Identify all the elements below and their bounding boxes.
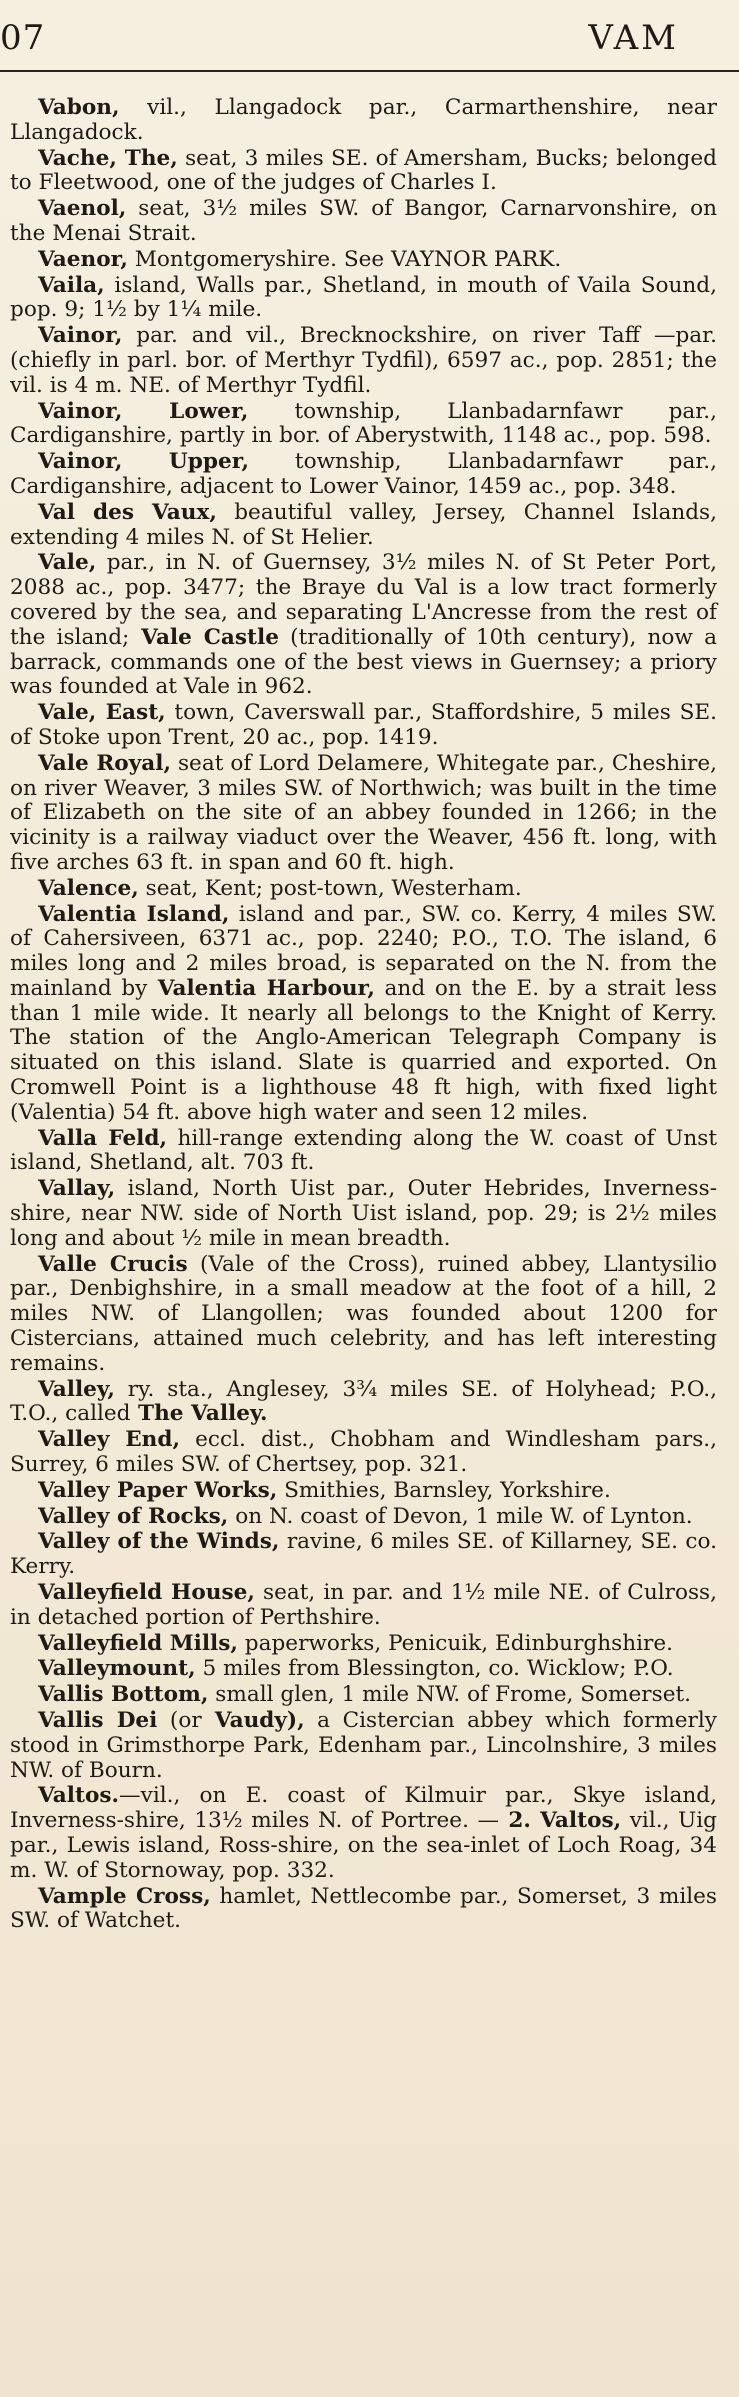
entry-text: (traditionally of 10th century), now a barrack, commands one of the best views in Guernsey; a priory was founded at Vale in 962.	[10, 624, 717, 700]
running-head: VAM	[588, 18, 679, 58]
entry-text: vil., Uig par., Lewis island, Ross-shire, on the sea-inlet of Loch Roag, 34 m. W. of Stornoway, pop. 332.	[10, 1808, 717, 1883]
gazetteer-entry	[10, 1709, 717, 1783]
page-number: 07	[0, 18, 46, 58]
entry-text: and on the E. by a strait less than 1 mile wide. It nearly all belongs to the Knight of Kerry. The station of the Anglo-American Telegraph Company is situated on this island. Slate is quarried and exported. On Cromwell Point is a lighthouse 48 ft high, with fixed light (Valentia) 54 ft. above high water and seen 12 miles.	[10, 975, 718, 1125]
entry-text: island and par., SW. co. Kerry, 4 miles SW. of Cahersiveen, 6371 ac., pop. 2240; P.O., T.O. The island, 6 miles long and 2 miles broad, is separated on the N. from the mainland by	[10, 901, 717, 1001]
gazetteer-entry	[10, 324, 717, 398]
entry-text: par. and vil., Brecknockshire, on river Taff —par. (chiefly in parl. bor. of Merthyr Tydfil), 6597 ac., pop. 2851; the vil. is 4 m. NE. of Merthyr Tydfil.	[10, 323, 717, 398]
gazetteer-entry	[10, 450, 717, 500]
entry-headword: Valle Crucis	[38, 1251, 188, 1277]
entry-headword: Valley Paper Works,	[38, 1477, 278, 1503]
gazetteer-entry	[10, 877, 717, 902]
entry-text: hamlet, Nettlecombe par., Somerset, 3 miles SW. of Watchet.	[10, 1883, 718, 1934]
entry-text: island, Walls par., Shetland, in mouth of Vaila Sound, pop. 9; 1½ by 1¼ mile.	[10, 272, 717, 323]
gazetteer-entry	[10, 1632, 717, 1657]
gazetteer-entry	[10, 248, 717, 273]
entry-headword: Valla Feld,	[38, 1125, 168, 1151]
gazetteer-entry	[10, 1657, 717, 1682]
entry-headword: Vample Cross,	[38, 1883, 211, 1909]
gazetteer-entry	[10, 1428, 717, 1478]
entry-text: hill-range extending along the W. coast of Unst island, Shetland, alt. 703 ft.	[10, 1125, 717, 1176]
gazetteer-entry	[10, 197, 717, 247]
entry-headword: Valleymount,	[38, 1656, 196, 1682]
header-rule	[0, 70, 739, 72]
entry-text: ravine, 6 miles SE. of Killarney, SE. co. Kerry.	[10, 1529, 717, 1580]
entry-text: (or	[157, 1708, 202, 1733]
entry-headword: Vainor, Lower,	[38, 398, 249, 424]
entry-text: Smithies, Barnsley, Yorkshire.	[277, 1477, 611, 1503]
entry-headword: Valley,	[38, 1376, 115, 1402]
entry-text: town, Caverswall par., Staffordshire, 5 miles SE. of Stoke upon Trent, 20 ac., pop. 1419.	[10, 700, 717, 750]
gazetteer-entry	[10, 400, 717, 450]
entry-inline-headword: Valentia Harbour,	[147, 975, 375, 1001]
entry-text: 5 miles from Blessington, co. Wicklow; P.O.	[195, 1656, 674, 1682]
gazetteer-entry	[10, 903, 717, 1126]
gazetteer-entry	[10, 501, 717, 551]
entry-inline-headword: Vaudy),	[201, 1708, 305, 1733]
gazetteer-entry	[10, 1530, 717, 1580]
entry-text: on N. coast of Devon, 1 mile W. of Lynton.	[228, 1503, 693, 1529]
entry-text: seat of Lord Delamere, Whitegate par., Cheshire, on river Weaver, 3 miles SW. of Northwich; was built in the time of Elizabeth on the site of an abbey founded in 1266; in the vicinity is a railway viaduct over the Weaver, 456 ft. long, with five arches 63 ft. in span and 60 ft. high.	[10, 750, 717, 875]
entry-inline-headword: The Valley.	[130, 1401, 268, 1427]
entry-text: township, Llanbadarnfawr par., Cardiganshire, adjacent to Lower Vainor, 1459 ac., pop. 348.	[10, 449, 717, 499]
entry-headword: Vale Royal,	[38, 750, 171, 776]
entry-headword: Vaenor,	[38, 246, 128, 272]
entry-text: beautiful valley, Jersey, Channel Islands, extending 4 miles N. of St Helier.	[10, 499, 717, 550]
entry-inline-headword: Vale Castle	[129, 624, 279, 650]
gazetteer-entry	[10, 96, 717, 146]
entry-text: (Vale of the Cross), ruined abbey, Llantysilio par., Denbighshire, in a small meadow at the foot of a hill, 2 miles NW. of Llangollen; was founded about 1200 for Cistercians, attained much celebrity, and has left interesting remains.	[10, 1251, 717, 1376]
entry-text: seat, Kent; post-town, Westerham.	[138, 875, 522, 901]
entry-text: eccl. dist., Chobham and Windlesham pars., Surrey, 6 miles SW. of Chertsey, pop. 321.	[10, 1427, 718, 1478]
entry-headword: Vale, East,	[38, 700, 166, 726]
entry-headword: Vaila,	[38, 272, 105, 298]
gazetteer-entry	[10, 147, 717, 197]
entry-text: township, Llanbadarnfawr par., Cardiganshire, partly in bor. of Aberystwith, 1148 ac., pop. 598.	[10, 398, 717, 449]
gazetteer-entry	[10, 551, 717, 700]
gazetteer-entry	[10, 1253, 717, 1377]
entry-headword: Vallay,	[38, 1176, 116, 1202]
entry-list	[10, 96, 717, 1935]
gazetteer-entry	[10, 701, 717, 751]
entry-text: ry. sta., Anglesey, 3¾ miles SE. of Holyhead; P.O., T.O., called	[10, 1376, 717, 1427]
entry-text: seat, 3½ miles SW. of Bangor, Carnarvonshire, on the Menai Strait.	[10, 196, 717, 246]
gazetteer-entry	[10, 752, 717, 876]
gazetteer-entry	[10, 1127, 717, 1177]
entry-headword: Vaenol,	[38, 196, 127, 222]
entry-headword: Val des Vaux,	[38, 499, 217, 525]
entry-headword: Valley of Rocks,	[38, 1503, 229, 1529]
entry-text: vil., Llangadock par., Carmarthenshire, near Llangadock.	[10, 95, 717, 145]
entry-headword: Valleyfield House,	[38, 1580, 255, 1606]
gazetteer-entry	[10, 1784, 717, 1883]
entry-headword: Valley of the Winds,	[38, 1529, 280, 1555]
entry-text: par., in N. of Guernsey, 3½ miles N. of St Peter Port, 2088 ac., pop. 3477; the Braye du Val is a low tract formerly covered by the sea, and separating L'Ancresse from the rest of the island;	[10, 550, 717, 650]
gazetteer-entry	[10, 1581, 717, 1631]
entry-headword: Vale,	[38, 550, 97, 576]
entry-text: paperworks, Penicuik, Edinburghshire.	[237, 1630, 674, 1656]
entry-text: seat, 3 miles SE. of Amersham, Bucks; belonged to Fleetwood, one of the judges of Charles I.	[10, 145, 717, 196]
entry-headword: Vallis Bottom,	[38, 1682, 209, 1708]
entry-headword: Vache, The,	[38, 145, 178, 171]
entry-text: island, North Uist par., Outer Hebrides, Inverness-shire, near NW. side of North Uist island, pop. 29; is 2½ miles long and about ½ mile in mean breadth.	[10, 1176, 717, 1251]
entry-text: Montgomeryshire. See VAYNOR PARK.	[127, 246, 562, 272]
entry-text: a Cistercian abbey which formerly stood in Grimsthorpe Park, Edenham par., Lincolnshire, 3 miles NW. of Bourn.	[10, 1708, 717, 1783]
entry-headword: Valentia Island,	[38, 901, 230, 927]
entry-text: —vil., on E. coast of Kilmuir par., Skye island, Inverness-shire, 13½ miles N. of Portree. —	[10, 1783, 717, 1834]
gazetteer-entry	[10, 1885, 717, 1935]
gazetteer-entry	[10, 1505, 717, 1530]
gazetteer-entry	[10, 1683, 717, 1708]
entry-headword: Vainor, Upper,	[38, 449, 250, 475]
gazetteer-entry	[10, 1479, 717, 1504]
page-header	[0, 0, 739, 64]
gazetteer-entry	[10, 1378, 717, 1428]
entry-headword: Valleyfield Mills,	[38, 1630, 238, 1656]
entry-headword: Valley End,	[38, 1427, 180, 1453]
gazetteer-entry	[10, 1177, 717, 1251]
entry-headword: Valtos.	[38, 1783, 120, 1809]
entry-text: seat, in par. and 1½ mile NE. of Culross, in detached portion of Perthshire.	[10, 1580, 717, 1630]
gazetteer-entry	[10, 274, 717, 324]
entry-headword: Valence,	[38, 875, 139, 901]
entry-inline-headword: 2. Valtos,	[499, 1808, 622, 1834]
entry-headword: Vainor,	[38, 323, 123, 349]
entry-text: small glen, 1 mile NW. of Frome, Somerset.	[208, 1682, 692, 1708]
entry-headword: Vallis Dei	[38, 1708, 158, 1733]
entry-headword: Vabon,	[38, 95, 120, 120]
